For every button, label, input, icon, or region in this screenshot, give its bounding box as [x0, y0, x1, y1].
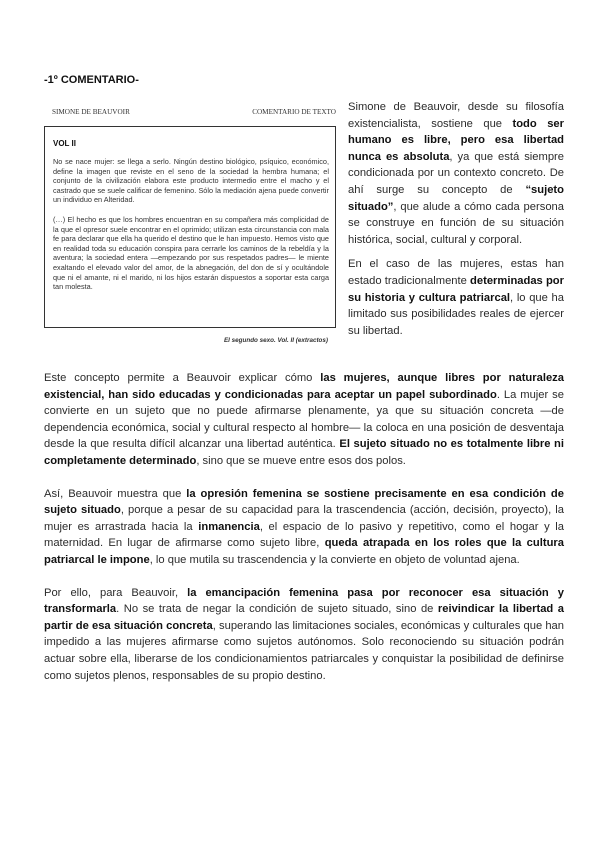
text-run-bold: queda atrapada en los roles que la cultura patriarcal le impone — [44, 537, 564, 566]
excerpt-author: SIMONE DE BEAUVOIR — [52, 108, 130, 116]
text-run-bold: “sujeto situado” — [348, 183, 564, 213]
text-run-bold: la emancipación femenina pasa por reconocer esa situación y transformarla — [44, 586, 564, 616]
text-run: Simone de Beauvoir, desde su filosofía existencialista, sostiene que — [348, 101, 564, 130]
excerpt-volume: VOL II — [53, 139, 76, 148]
text-run-bold: reivindicar la libertad a partir de esa situación concreta — [44, 603, 564, 632]
text-run: . No se trata de negar la condición de sujeto situado, sino de — [116, 603, 438, 616]
intro-paragraph — [348, 256, 564, 339]
excerpt-type: COMENTARIO DE TEXTO — [252, 108, 336, 116]
text-run: Este concepto permite a Beauvoir explicar cómo — [44, 372, 321, 384]
excerpt-caption: El segundo sexo. Vol. II (extractos) — [223, 337, 328, 344]
main-text — [44, 370, 564, 700]
text-run-bold: las mujeres, aunque libres por naturaleza existencial, han sido educadas y condicionadas para aceptar un papel subordinado — [44, 372, 564, 401]
page-title: -1º COMENTARIO- — [44, 74, 139, 86]
text-run: . La mujer se convierte en un sujeto que no puede afirmarse plenamente, ya que su situación concreta —de dependencia económica, social y cultural respecto al hombre— la coloca en una posición de desventaja desde la que resulta difícil alcanzar una libertad auténtica. — [44, 388, 564, 451]
text-run-bold: El sujeto situado no es totalmente libre ni completamente determinado — [44, 438, 564, 467]
text-run: , que alude a cómo cada persona se construye en función de su situación histórica, social, cultural y corporal. — [348, 200, 564, 246]
text-run: , sino que se mueve entre esos dos polos. — [196, 454, 406, 467]
text-run-bold: todo ser humano es libre, pero esa libertad nunca es absoluta — [348, 117, 564, 163]
body-paragraph — [44, 370, 564, 470]
text-run: Por ello, para Beauvoir, — [44, 586, 188, 599]
text-run: , porque a pesar de su capacidad para la trascendencia (acción, decisión, proyecto), la mujer es arrastrada hacia la — [44, 504, 564, 533]
text-run: , ya que está siempre condicionada por un contexto concreto. De ahí surge su concepto de — [348, 150, 564, 196]
text-run: , superando las limitaciones sociales, económicas y culturales que han impedido a las mujeres afirmarse como sujetos autónomos. Solo reconociendo su situación podrán actuar sobre ella, liberarse de los condicionamientos patriarcales y conquistar la posibilidad de definirse como sujetos plenos, responsables de su propio destino. — [44, 619, 564, 682]
body-paragraph — [44, 486, 564, 569]
text-run: , lo que mutila su trascendencia y la convierte en objeto de voluntad ajena. — [149, 553, 520, 566]
text-run-bold: la opresión femenina se sostiene precisamente en esa condición de sujeto situado — [44, 487, 564, 517]
intro-paragraph — [348, 99, 564, 248]
text-run: Así, Beauvoir muestra que — [44, 487, 187, 500]
text-run-bold: determinadas por su historia y cultura patriarcal — [348, 274, 564, 304]
excerpt-paragraph: No se nace mujer: se llega a serlo. Ningún destino biológico, psíquico, económico, define la imagen que reviste en el seno de la sociedad la hembra humana; el conjunto de la civilización elabora este producto intermedio entre el macho y el castrado que se suele calificar de femenino. Sólo la mediación ajena puede convertir un individuo en Alteridad. — [53, 157, 329, 205]
text-run: , lo que ha limitado sus posibilidades reales de ejercer su libertad. — [348, 291, 564, 337]
intro-column — [348, 99, 564, 347]
excerpt-paragraph: (…) El hecho es que los hombres encuentran en su compañera más complicidad de la que el opresor suele encontrar en el oprimido; utilizan esta circunstancia con mala fe para declarar que ella ha querido el destino que le han impuesto. Hemos visto que en realidad toda su educación conspira para cerrarle los caminos de la rebeldía y la aventura; la sociedad entera —empezando por sus respetados padres— le miente exaltando el elevado valor del amor, de la abnegación, del don de sí y ocultándole que ni el amante, ni el marido, ni los hijos estarán dispuestos a soportar esta carga tan molesta. — [53, 215, 329, 292]
excerpt-box — [44, 126, 336, 328]
text-run: En el caso de las mujeres, estas han estado tradicionalmente — [348, 258, 564, 287]
body-paragraph — [44, 585, 564, 685]
text-run: , el espacio de lo pasivo y repetitivo, como el hogar y la maternidad. En lugar de afirmarse como sujeto libre, — [44, 520, 564, 550]
text-run-bold: inmanencia — [198, 520, 260, 533]
text-excerpt — [44, 100, 336, 362]
